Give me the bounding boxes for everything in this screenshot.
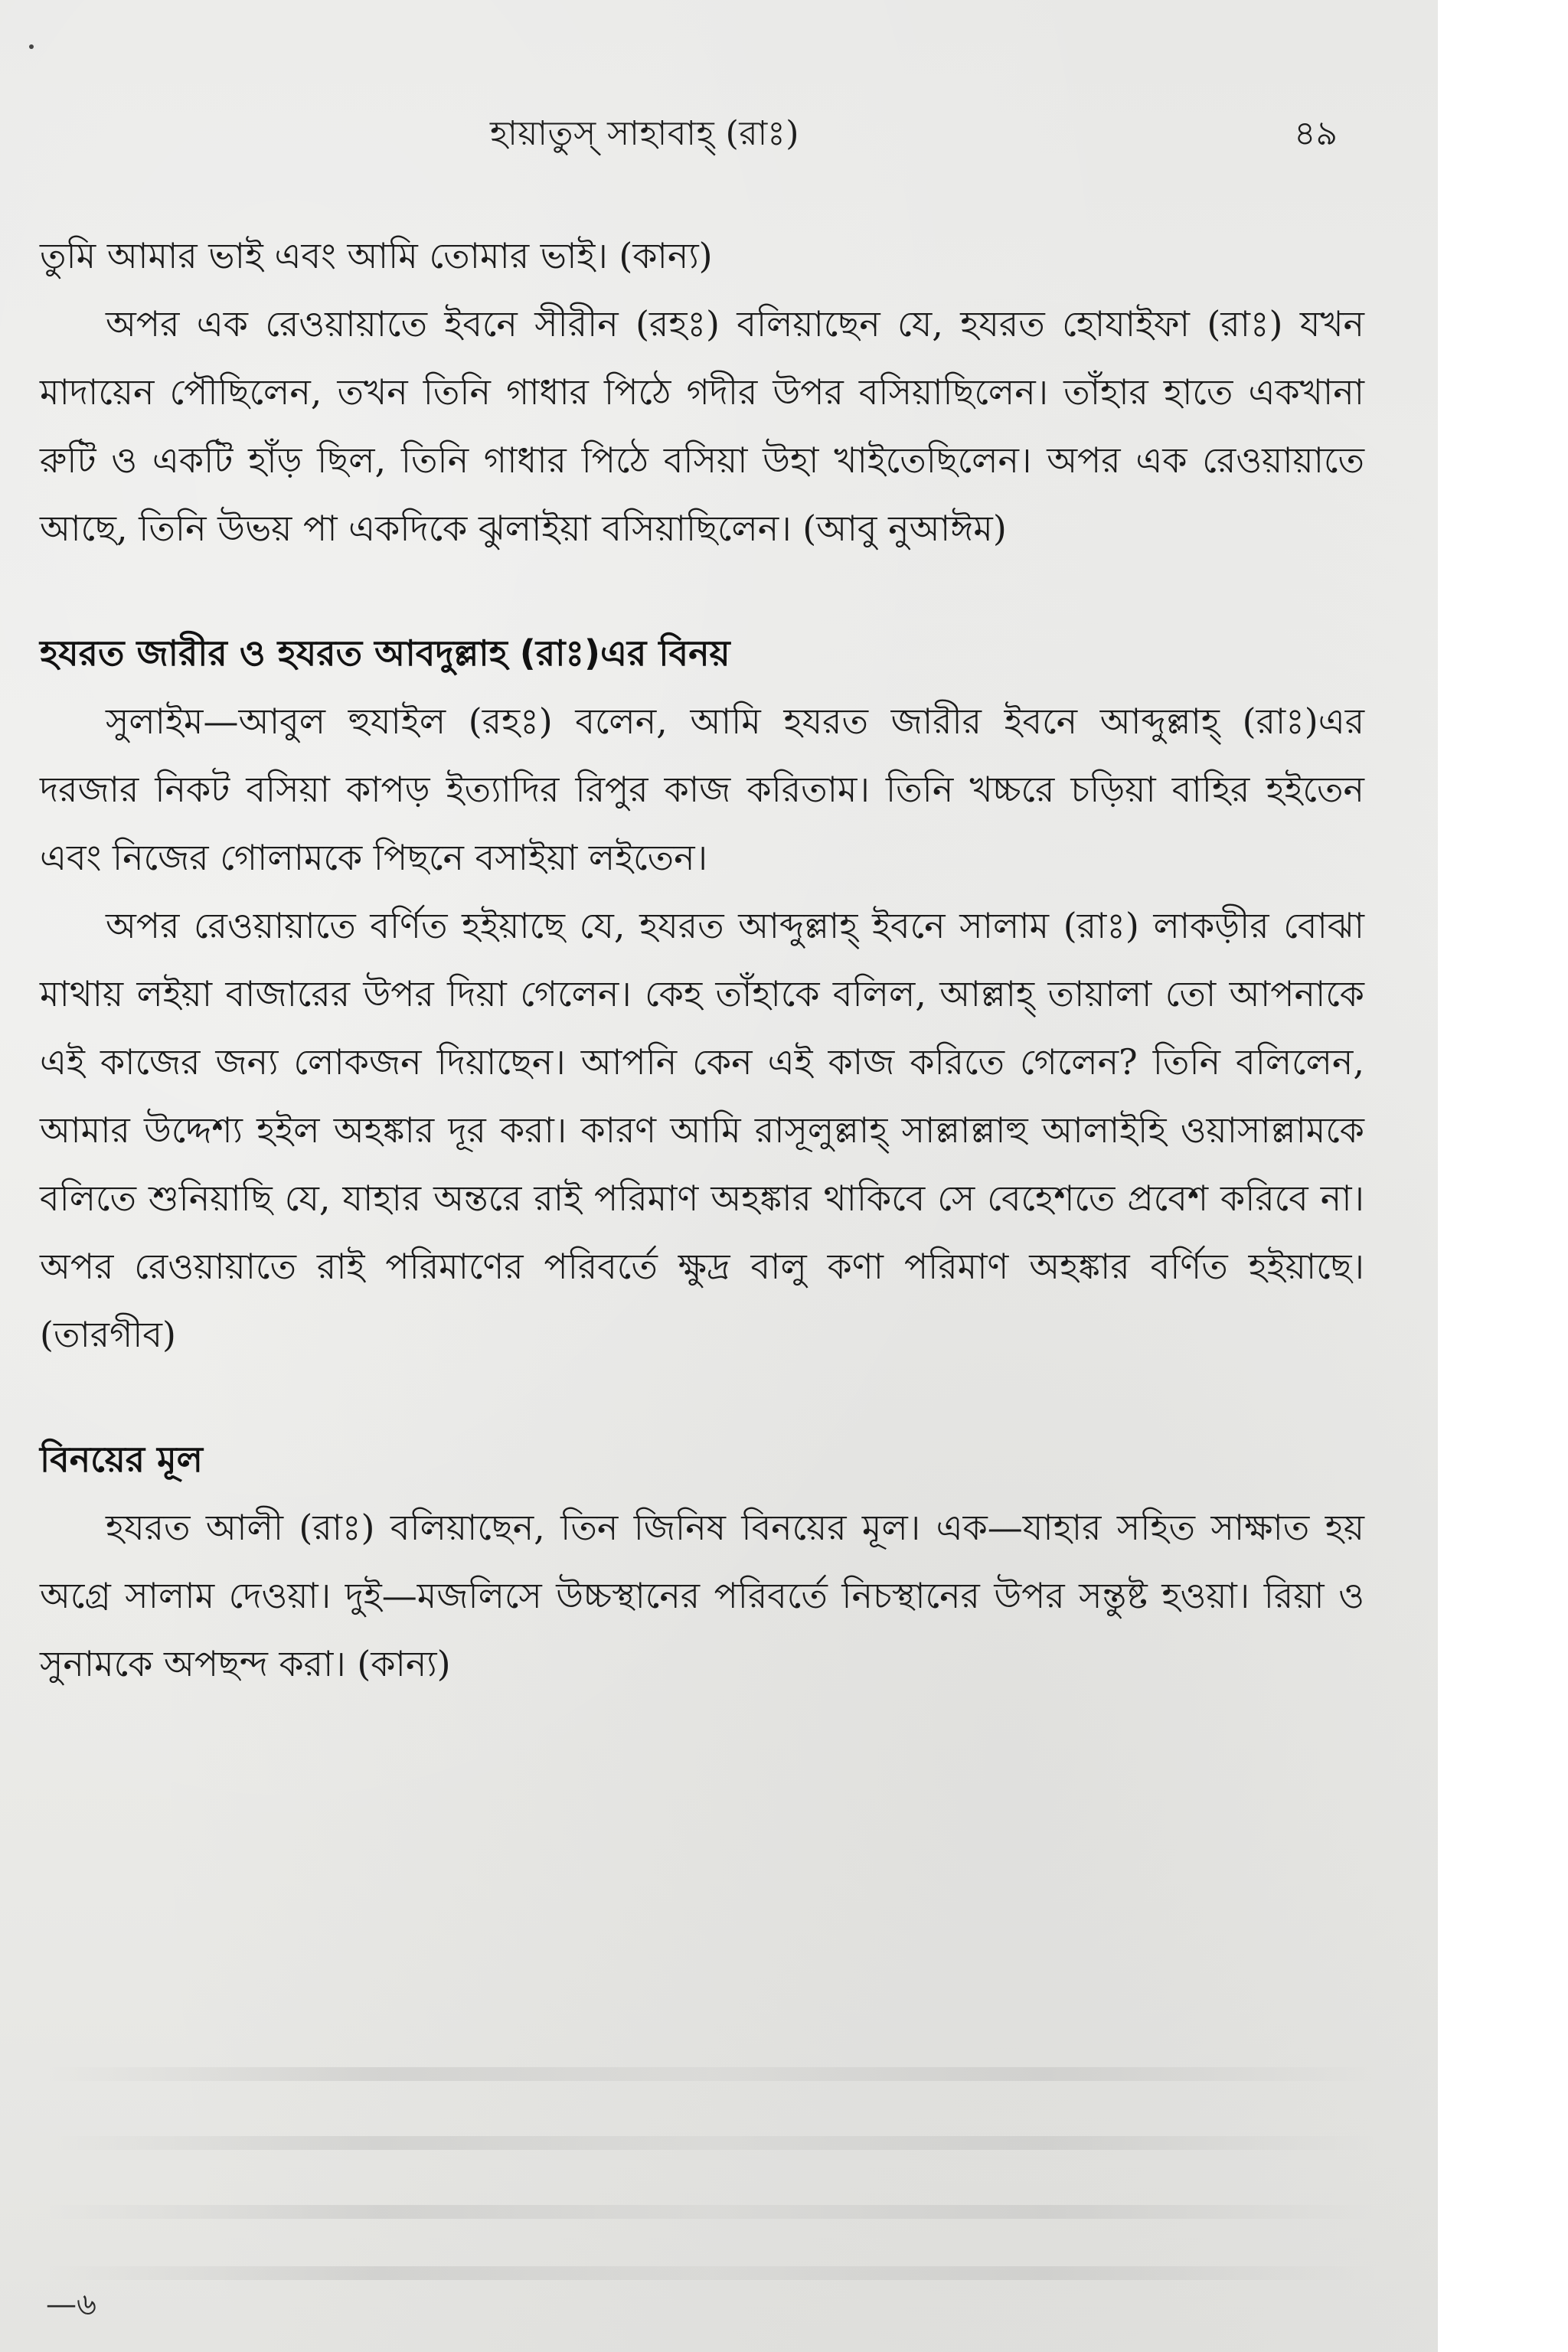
paragraph-3: সুলাইম—আবুল হুযাইল (রহঃ) বলেন, আমি হযরত জারীর ইবনে আব্দুল্লাহ্ (রাঃ)এর দরজার নিকট বসিয়া কাপড় ইত্যাদির রিপুর কাজ করিতাম। তিনি খচ্চরে চড়িয়া বাহির হইতেন এবং নিজের গোলামকে পিছনে বসাইয়া লইতেন।	[40, 701, 1364, 878]
section-heading-1: হযরত জারীর ও হযরত আবদুল্লাহ (রাঃ)এর বিনয়	[40, 632, 730, 674]
signature-mark: —৬	[46, 2287, 97, 2322]
paragraph-1: তুমি আমার ভাই এবং আমি তোমার ভাই। (কান্য)	[40, 235, 713, 276]
ink-speck	[29, 44, 34, 49]
show-through-text	[46, 2205, 1378, 2219]
section-heading-2: বিনয়ের মূল	[40, 1439, 203, 1480]
header-title: হায়াতুস্ সাহাবাহ্ (রাঃ)	[490, 114, 799, 153]
show-through-text	[46, 2266, 1378, 2280]
paragraph-2: অপর এক রেওয়ায়াতে ইবনে সীরীন (রহঃ) বলিয়াছেন যে, হযরত হোযাইফা (রাঃ) যখন মাদায়েন পৌছিলেন, তখন তিনি গাধার পিঠে গদীর উপর বসিয়াছিলেন। তাঁহার হাতে একখানা রুটি ও একটি হাঁড় ছিল, তিনি গাধার পিঠে বসিয়া উহা খাইতেছিলেন। অপর এক রেওয়ায়াতে আছে, তিনি উভয় পা একদিকে ঝুলাইয়া বসিয়াছিলেন। (আবু নুআঈম)	[40, 303, 1364, 549]
paragraph-5: হযরত আলী (রাঃ) বলিয়াছেন, তিন জিনিষ বিনয়ের মূল। এক—যাহার সহিত সাক্ষাত হয় অগ্রে সালাম দেওয়া। দুই—মজলিসে উচ্চস্থানের পরিবর্তে নিচস্থানের উপর সন্তুষ্ট হওয়া। রিয়া ও সুনামকে অপছন্দ করা। (কান্য)	[40, 1507, 1364, 1684]
paragraph-4: অপর রেওয়ায়াতে বর্ণিত হইয়াছে যে, হযরত আব্দুল্লাহ্ ইবনে সালাম (রাঃ) লাকড়ীর বোঝা মাথায় লইয়া বাজারের উপর দিয়া গেলেন। কেহ তাঁহাকে বলিল, আল্লাহ্ তায়ালা তো আপনাকে এই কাজের জন্য লোকজন দিয়াছেন। আপনি কেন এই কাজ করিতে গেলেন? তিনি বলিলেন, আমার উদ্দেশ্য হইল অহঙ্কার দূর করা। কারণ আমি রাসূলুল্লাহ্ সাল্লাল্লাহু আলাইহি ওয়াসাল্লামকে বলিতে শুনিয়াছি যে, যাহার অন্তরে রাই পরিমাণ অহঙ্কার থাকিবে সে বেহেশতে প্রবেশ করিবে না। অপর রেওয়ায়াতে রাই পরিমাণের পরিবর্তে ক্ষুদ্র বালু কণা পরিমাণ অহঙ্কার বর্ণিত হইয়াছে। (তারগীব)	[40, 905, 1364, 1355]
page-body	[40, 222, 1364, 1698]
show-through-text	[46, 2136, 1378, 2150]
page-number: ৪৯	[1294, 114, 1338, 153]
running-header	[0, 107, 1438, 161]
show-through-text	[46, 2067, 1378, 2081]
